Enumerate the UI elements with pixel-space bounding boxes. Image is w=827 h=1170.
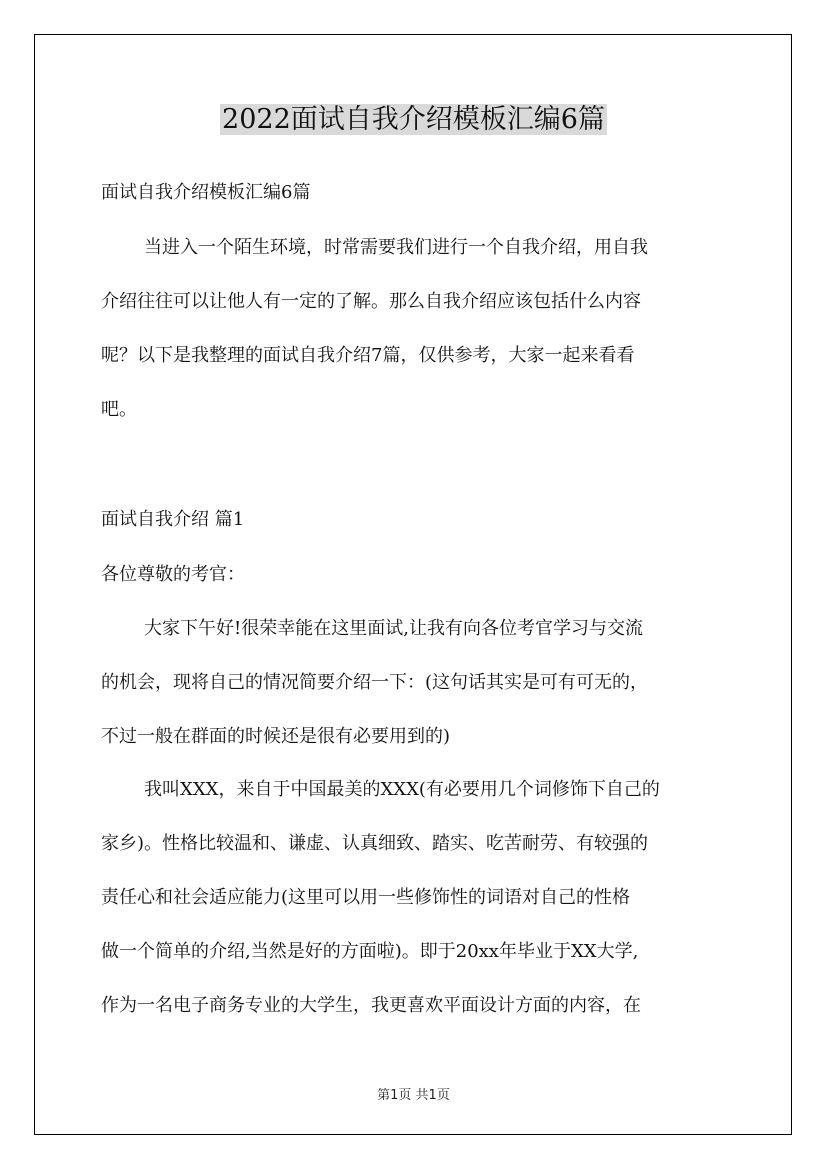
intro-line: 介绍往往可以让他人有一定的了解。那么自我介绍应该包括什么内容 <box>101 291 641 312</box>
document-title <box>0 100 827 140</box>
paragraph-line: 不过一般在群面的时候还是很有必要用到的) <box>101 726 451 747</box>
page-footer: 第1页 共1页 <box>377 1088 450 1103</box>
paragraph-line: 家乡)。性格比较温和、谦虚、认真细致、踏实、吃苦耐劳、有较强的 <box>101 833 649 854</box>
document-subtitle: 面试自我介绍模板汇编6篇 <box>101 182 311 203</box>
document-title-text: 2022面试自我介绍模板汇编6篇 <box>222 104 605 135</box>
intro-line: 吧。 <box>101 399 137 420</box>
section-heading: 面试自我介绍 篇1 <box>101 509 245 530</box>
intro-paragraph <box>101 236 727 452</box>
body-paragraph-2 <box>101 778 727 1048</box>
paragraph-line: 做一个简单的介绍,当然是好的方面啦)。即于20xx年毕业于XX大学, <box>101 941 639 962</box>
paragraph-line: 我叫XXX，来自于中国最美的XXX(有必要用几个词修饰下自己的 <box>144 779 660 800</box>
intro-line: 当进入一个陌生环境，时常需要我们进行一个自我介绍，用自我 <box>144 237 648 258</box>
paragraph-line: 作为一名电子商务专业的大学生，我更喜欢平面设计方面的内容，在 <box>101 995 641 1016</box>
paragraph-line: 的机会，现将自己的情况简要介绍一下：(这句话其实是可有可无的， <box>101 672 649 693</box>
intro-line: 呢？以下是我整理的面试自我介绍7篇，仅供参考，大家一起来看看 <box>101 345 635 366</box>
paragraph-line: 大家下午好!很荣幸能在这里面试,让我有向各位考官学习与交流 <box>144 618 643 639</box>
salutation: 各位尊敬的考官： <box>101 564 245 585</box>
body-paragraph-1 <box>101 617 727 779</box>
paragraph-line: 责任心和社会适应能力(这里可以用一些修饰性的词语对自己的性格 <box>101 887 631 908</box>
